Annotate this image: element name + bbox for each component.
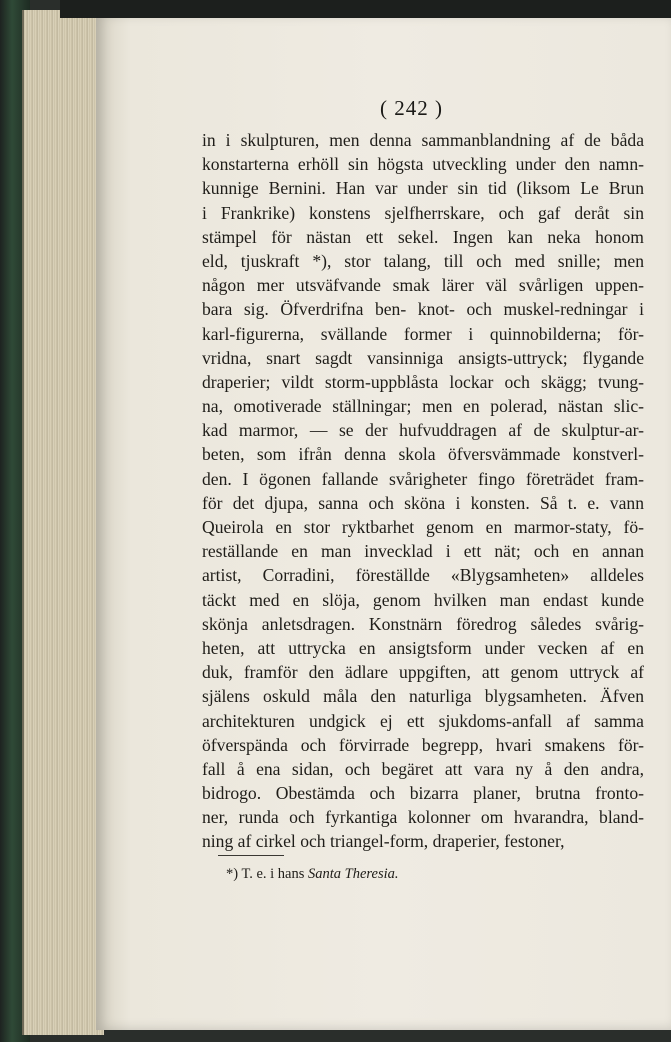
text-line: för det djupa, sanna och sköna i konsten. Så t. e. vann (202, 492, 644, 513)
page-edges (22, 10, 104, 1035)
text-line: draperier; vildt storm-uppblåsta lockar och skägg; tvung- (202, 371, 644, 392)
text-line: karl-figurerna, svällande former i quinnobilderna; för- (202, 323, 644, 344)
text-line: beten, som ifrån denna skola öfversvämmade konstverl- (202, 444, 644, 465)
text-line: duk, framför den ädlare uppgiften, att genom uttryck af (202, 662, 644, 683)
text-line: konstarterna erhöll sin högsta utveckling under den namn- (202, 154, 644, 175)
text-line: själens oskuld måla den naturliga blygsamheten. Äfven (202, 686, 644, 707)
page-number: ( 242 ) (380, 96, 443, 120)
text-line: ning af cirkel och triangel-form, draperier, festoner, (202, 831, 565, 852)
text-line: artist, Corradini, föreställde «Blygsamheten» alldeles (202, 565, 644, 586)
text-line: Queirola en stor ryktbarhet genom en marmor-staty, fö- (202, 517, 644, 537)
text-line: täckt med en slöja, genom hvilken man endast kunde (202, 589, 644, 610)
text-line: i Frankrike) konstens sjelfherrskare, och gaf deråt sin (202, 202, 644, 223)
top-edge (60, 0, 671, 18)
text-line: ner, runda och fyrkantiga kolonner om hvarandra, bland- (202, 807, 644, 828)
text-line: kunnige Bernini. Han var under sin tid (liksom Le Brun (202, 178, 644, 199)
text-line: öfverspända och förvirrade begrepp, hvari smakens för- (202, 734, 644, 755)
text-line: vridna, snart sagdt vansinniga ansigts-uttryck; flygande (202, 347, 644, 368)
body-text (202, 128, 644, 854)
text-line: den. I ögonen fallande svårigheter fingo företrädet fram- (202, 468, 644, 489)
footnote-title: Santa Theresia. (308, 866, 399, 882)
text-line: reställande en man invecklad i ett nät; och en annan (202, 541, 644, 562)
text-line: fall å ena sidan, och begäret att vara ny å den andra, (202, 758, 644, 779)
text-line: skönja anletsdragen. Konstnärn föredrog således svårig- (202, 613, 644, 634)
text-line: stämpel för nästan ett sekel. Ingen kan neka honom (202, 226, 644, 247)
text-line: heten, att uttrycka en ansigtsform under vecken af en (202, 637, 644, 658)
footnote-prefix: *) T. e. i hans (226, 866, 305, 882)
text-line: eld, tjuskraft *), stor talang, till och med snille; men (202, 250, 644, 271)
text-line: in i skulpturen, men denna sammanblandning af de båda (202, 130, 644, 150)
text-line: kad marmor, — se der hufvuddragen af de skulptur-ar- (202, 420, 644, 441)
text-line: bidrogo. Obestämda och bizarra planer, brutna fronto- (202, 783, 644, 804)
text-line: bara sig. Öfverdrifna ben- knot- och muskel-redningar i (202, 299, 644, 320)
footnote-rule (218, 855, 284, 856)
footnote (226, 866, 399, 883)
text-line: någon mer utsväfvande smak lärer väl svårligen uppen- (202, 275, 644, 296)
text-line: na, omotiverade ställningar; men en polerad, nästan slic- (202, 396, 644, 417)
text-line: architekturen undgick ej ett sjukdoms-anfall af samma (202, 710, 644, 731)
